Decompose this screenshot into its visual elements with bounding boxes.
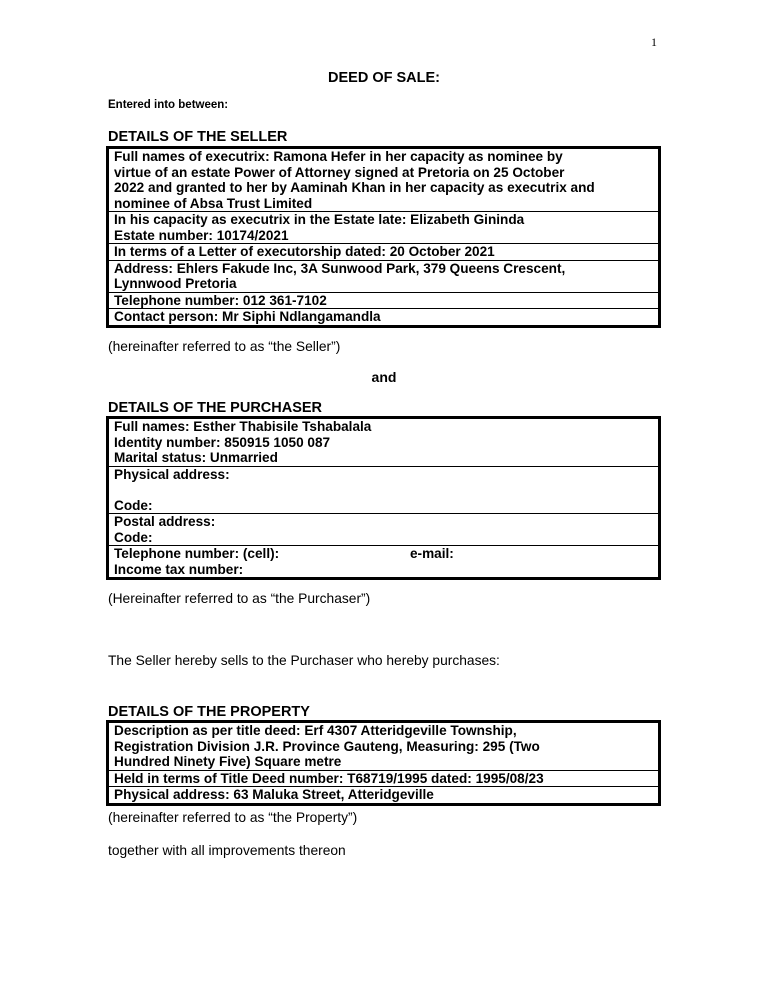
blank-line (114, 482, 652, 498)
purchaser-postal-address-label: Postal address: (114, 514, 216, 529)
property-text-line: Held in terms of Title Deed number: T68719/1995 dated: 1995/08/23 (114, 770, 544, 786)
purchaser-physical-address-label: Physical address: (114, 466, 230, 482)
purchaser-marital-status: Marital status: Unmarried (114, 450, 278, 465)
property-text-line: Physical address: 63 Maluka Street, Atteridgeville (114, 787, 434, 802)
seller-row-executrix (109, 149, 658, 211)
purchaser-full-names: Full names: Esther Thabisile Tshabalala (114, 419, 372, 434)
seller-heading: DETAILS OF THE SELLER (108, 129, 288, 145)
property-details-table (106, 720, 661, 806)
improvements-text: together with all improvements thereon (108, 843, 346, 858)
property-row-physical-address (109, 786, 658, 803)
purchaser-row-physical-address (109, 466, 658, 514)
and-text: and (371, 369, 397, 385)
property-text-line: Hundred Ninety Five) Square metre (114, 754, 342, 769)
seller-row-address (109, 260, 658, 292)
sells-statement: The Seller hereby sells to the Purchaser who hereby purchases: (108, 653, 500, 668)
seller-text-line: nominee of Absa Trust Limited (114, 195, 313, 211)
purchaser-identity-number: Identity number: 850915 1050 087 (114, 434, 331, 450)
seller-text-line: Telephone number: 012 361-7102 (114, 292, 327, 308)
purchaser-code-label: Code: (114, 497, 153, 513)
seller-row-estate (109, 211, 658, 243)
purchaser-row-postal-address (109, 513, 658, 545)
seller-text-line: Contact person: Mr Siphi Ndlangamandla (114, 309, 381, 324)
seller-text-line: Address: Ehlers Fakude Inc, 3A Sunwood Park, 379 Queens Crescent, (114, 260, 566, 276)
purchaser-telephone-label: Telephone number: (cell): (114, 546, 280, 561)
seller-referred-text: (hereinafter referred to as “the Seller”) (108, 339, 341, 354)
purchaser-details-table (106, 416, 661, 580)
seller-text-line: Estate number: 10174/2021 (114, 227, 289, 243)
property-referred-text: (hereinafter referred to as “the Property”) (108, 810, 358, 825)
seller-text-line: In terms of a Letter of executorship dated: 20 October 2021 (114, 244, 495, 259)
purchaser-email-label: e-mail: (410, 546, 454, 561)
document-title: DEED OF SALE: (328, 70, 440, 86)
property-row-description (109, 723, 658, 770)
property-heading: DETAILS OF THE PROPERTY (108, 704, 310, 720)
seller-row-contact (109, 308, 658, 325)
property-text-line: Description as per title deed: Erf 4307 Atteridgeville Township, (114, 723, 517, 738)
purchaser-row-contact (109, 545, 658, 577)
intro-text: Entered into between: (108, 99, 229, 111)
seller-row-letter (109, 243, 658, 260)
seller-row-telephone (109, 292, 658, 309)
page-number: 1 (651, 35, 657, 49)
seller-text-line: 2022 and granted to her by Aaminah Khan in her capacity as executrix and (114, 180, 595, 195)
property-text-line: Registration Division J.R. Province Gauteng, Measuring: 295 (Two (114, 738, 540, 754)
purchaser-telephone-line (114, 546, 652, 562)
purchaser-row-identity (109, 419, 658, 466)
seller-text-line: Lynnwood Pretoria (114, 276, 237, 291)
seller-text-line: virtue of an estate Power of Attorney signed at Pretoria on 25 October (114, 164, 565, 180)
seller-text-line: Full names of executrix: Ramona Hefer in her capacity as nominee by (114, 149, 563, 164)
property-row-title-deed (109, 770, 658, 787)
seller-text-line: In his capacity as executrix in the Estate late: Elizabeth Gininda (114, 212, 525, 227)
purchaser-income-tax-label: Income tax number: (114, 561, 244, 577)
purchaser-referred-text: (Hereinafter referred to as “the Purchaser”) (108, 591, 371, 606)
purchaser-heading: DETAILS OF THE PURCHASER (108, 400, 323, 416)
seller-details-table (106, 146, 661, 328)
purchaser-postal-code-label: Code: (114, 529, 153, 545)
